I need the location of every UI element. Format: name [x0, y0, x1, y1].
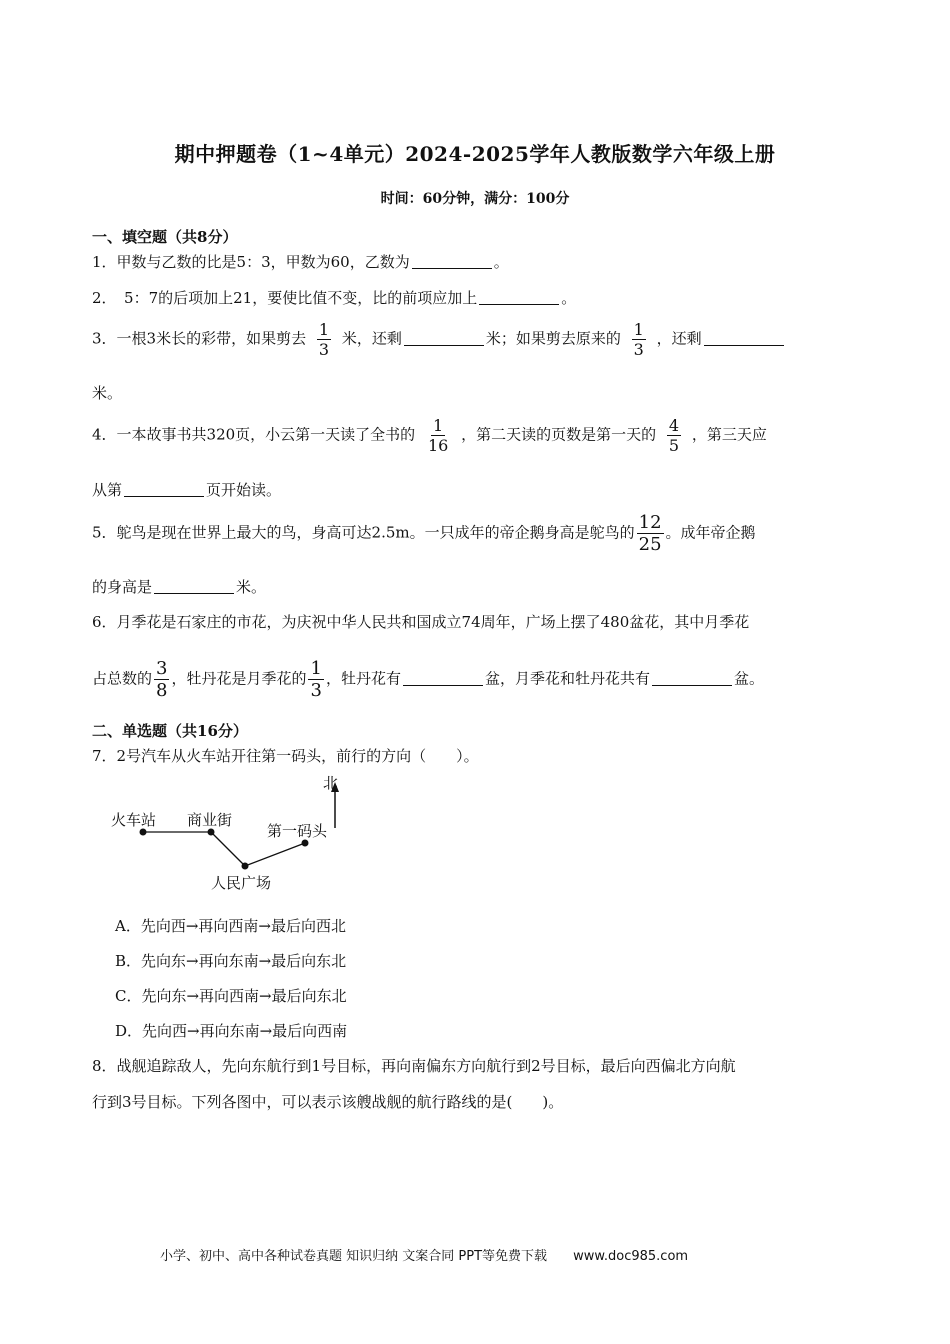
- numerator: 1: [318, 320, 330, 339]
- q3-part-a: 3．一根3米长的彩带，如果剪去: [92, 329, 307, 348]
- q6-part-b: 占总数的: [92, 669, 153, 688]
- q5-fraction: [637, 512, 664, 555]
- denominator: 5: [668, 436, 680, 455]
- question-6: 6．月季花是石家庄的市花，为庆祝中华人民共和国成立74周年，广场上摆了480盆花，其中月季花: [92, 613, 750, 631]
- question-4: [92, 416, 767, 455]
- denominator: 3: [318, 340, 330, 359]
- q5-part-c: 的身高是: [92, 578, 153, 596]
- q3-part-b: 米，还剩: [341, 329, 402, 348]
- q4-part-c: ，第三天应: [691, 425, 767, 444]
- q4-part-a: 4．一本故事书共320页，小云第一天读了全书的: [92, 425, 416, 444]
- q2-blank: [479, 290, 559, 305]
- q3-blank-1: [404, 331, 484, 346]
- q8-line-2: 行到3号目标。下列各图中，可以表示该艘战舰的航行路线的是( )。: [92, 1093, 564, 1111]
- question-8: 8．战舰追踪敌人，先向东航行到1号目标，再向南偏东方向航行到2号目标，最后向西偏北方向航: [92, 1057, 736, 1075]
- q6-fraction-1: [154, 658, 169, 701]
- q6-part-e: 盆，月季花和牡丹花共有: [484, 669, 650, 688]
- q3-blank-2: [704, 331, 784, 346]
- square-label: 人民广场: [211, 874, 272, 892]
- q1-text: 1．甲数与乙数的比是5：3，甲数为60，乙数为: [92, 253, 410, 271]
- question-5: [92, 512, 756, 555]
- q4-blank: [124, 482, 204, 497]
- q4-part-b: ，第二天读的页数是第一天的: [461, 425, 657, 444]
- q1-tail: 。: [493, 253, 509, 271]
- q4-line-2: [92, 479, 281, 500]
- q4-part-e: 页开始读。: [206, 481, 282, 499]
- numerator: 1: [310, 658, 322, 679]
- numerator: 4: [668, 416, 680, 435]
- q7-option-d[interactable]: D．先向西→再向东南→最后向西南: [115, 1022, 348, 1040]
- dock-label: 第一码头: [267, 822, 328, 840]
- question-2: [92, 287, 576, 308]
- q5-blank: [154, 579, 234, 594]
- station-label: 火车站: [111, 811, 157, 829]
- q5-line-2: [92, 576, 266, 597]
- q5-part-a: 5．鸵鸟是现在世界上最大的鸟，身高可达2.5m。一只成年的帝企鹅身高是鸵鸟的: [92, 523, 635, 542]
- q7-option-c[interactable]: C．先向东→再向西南→最后向东北: [115, 987, 347, 1005]
- route-map-diagram: [105, 772, 365, 902]
- q7-option-b[interactable]: B．先向东→再向东南→最后向东北: [115, 952, 347, 970]
- section-single-choice: 二、单选题（共16分）: [92, 722, 248, 740]
- q3-part-c: 米；如果剪去原来的: [485, 329, 621, 348]
- q2-tail: 。: [561, 289, 577, 307]
- q6-part-f: 盆。: [733, 669, 764, 688]
- q6-line-2: [92, 658, 764, 701]
- q6-part-d: ，牡丹花有: [325, 669, 401, 688]
- numerator: 1: [433, 416, 444, 435]
- q6-blank-1: [403, 671, 483, 686]
- q5-part-d: 米。: [236, 578, 267, 596]
- denominator: 3: [633, 340, 644, 359]
- q4-part-d: 从第: [92, 481, 123, 499]
- denominator: 16: [427, 436, 449, 455]
- section-fill-blank: 一、填空题（共8分）: [92, 228, 238, 246]
- footer-text: 小学、初中、高中各种试卷真题 知识归纳 文案合同 PPT等免费下载: [160, 1249, 548, 1264]
- q2-text: 2． 5：7的后项加上21，要使比值不变，比的前项应加上: [92, 289, 478, 307]
- q3-part-e: 米。: [92, 384, 123, 402]
- question-3: [92, 320, 786, 359]
- question-7: 7．2号汽车从火车站开往第一码头，前行的方向（ ）。: [92, 747, 479, 765]
- q3-part-d: ，还剩: [656, 329, 702, 348]
- denominator: 25: [638, 534, 662, 555]
- page-title: 期中押题卷（1~4单元）2024-2025学年人教版数学六年级上册: [174, 142, 776, 166]
- exam-info: 时间：60分钟，满分：100分: [380, 191, 570, 207]
- footer-url[interactable]: www.doc985.com: [573, 1249, 689, 1264]
- denominator: 8: [156, 680, 168, 701]
- q7-option-a[interactable]: A．先向西→再向西南→最后向西北: [115, 917, 346, 935]
- q6-blank-2: [652, 671, 732, 686]
- q6-part-c: ，牡丹花是月季花的: [171, 669, 307, 688]
- north-label: 北: [323, 774, 339, 792]
- q4-fraction-2: [667, 416, 681, 455]
- denominator: 3: [310, 680, 322, 701]
- numerator: 1: [633, 320, 644, 339]
- numerator: 12: [638, 512, 662, 533]
- q3-fraction-1: [317, 320, 331, 359]
- q5-part-b: 。成年帝企鹅: [665, 523, 756, 542]
- street-label: 商业街: [187, 811, 233, 829]
- q4-fraction-1: [426, 416, 450, 455]
- q3-fraction-2: [632, 320, 646, 359]
- q6-fraction-2: [308, 658, 323, 701]
- question-1: [92, 251, 509, 272]
- numerator: 3: [156, 658, 168, 679]
- page-footer: [160, 1245, 696, 1264]
- q1-blank: [412, 254, 492, 269]
